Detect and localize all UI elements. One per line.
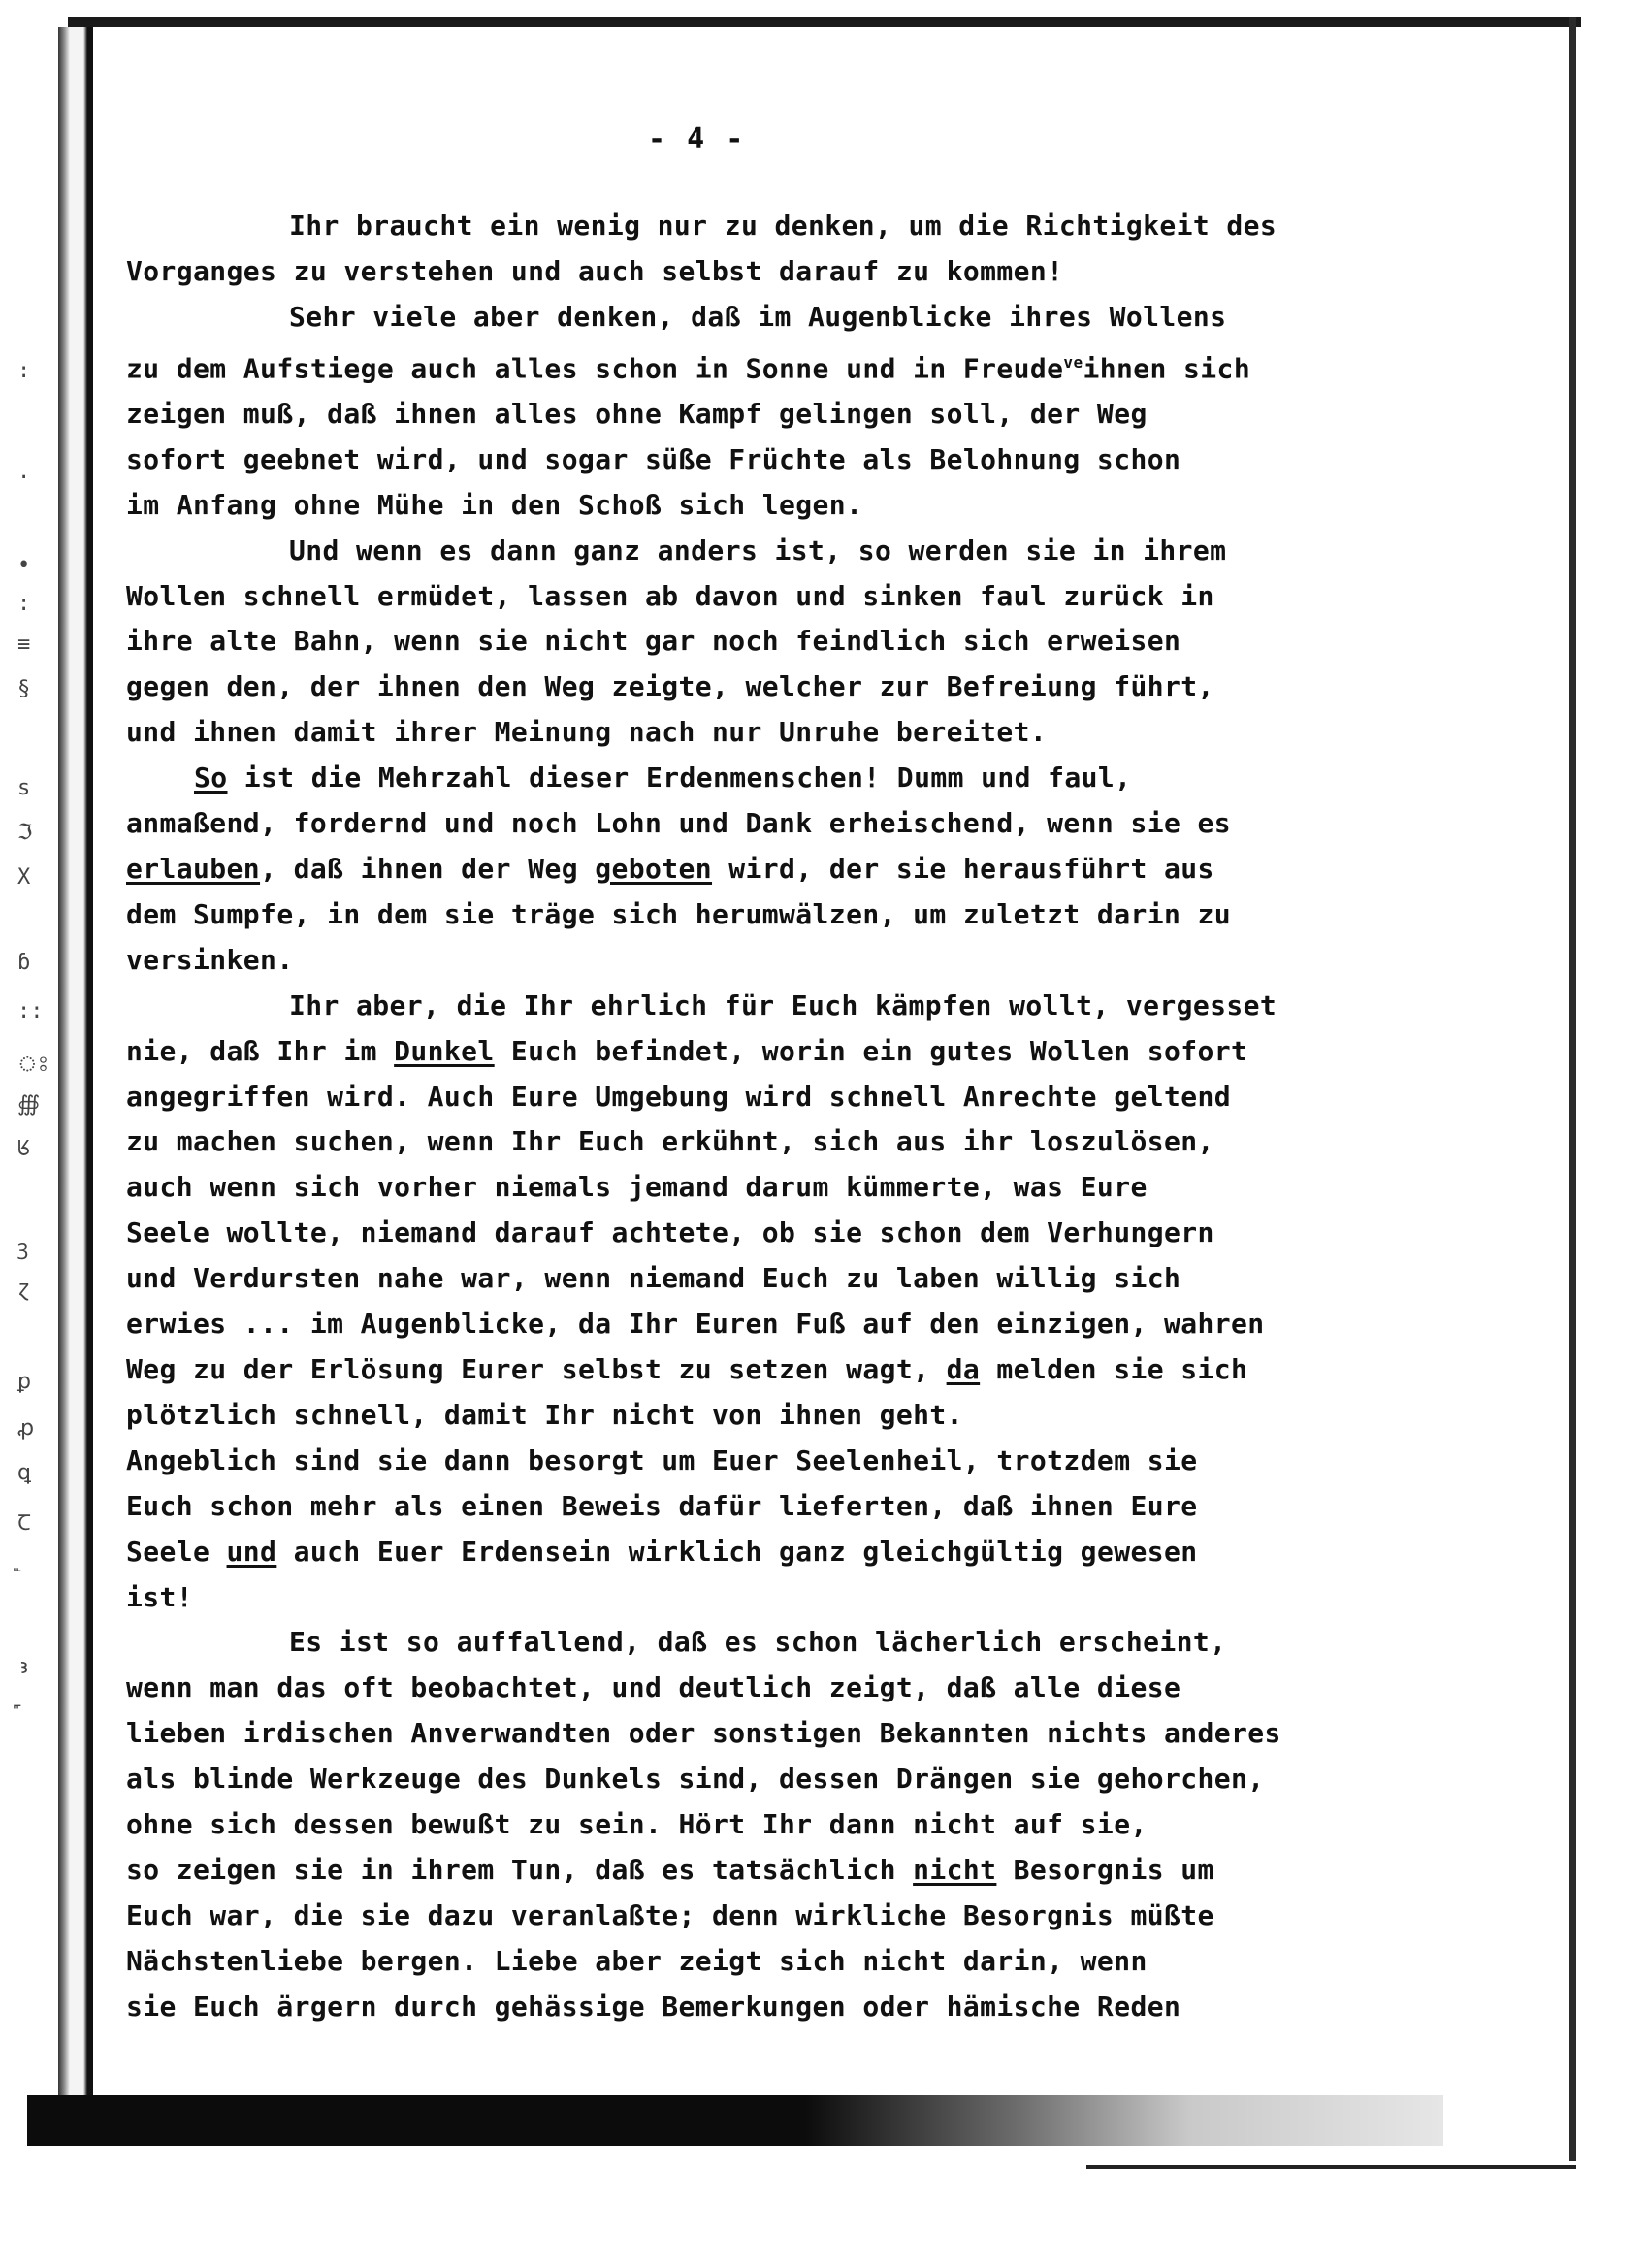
text-run: Euch befindet, worin ein gutes Wollen sofort xyxy=(494,1034,1248,1067)
text-line: sofort geebnet wird, und sogar süße Früchte als Belohnung schon xyxy=(126,442,1181,475)
underlined-word: geboten xyxy=(595,853,713,886)
text-line: plötzlich schnell, damit Ihr nicht von ihnen geht. xyxy=(126,1398,963,1431)
text-line: Wollen schnell ermüdet, lassen ab davon und sinken faul zurück in xyxy=(126,579,1214,612)
text-line: Ihr aber, die Ihr ehrlich für Euch kämpfen wollt, vergesset xyxy=(289,988,1277,1021)
text-run: auch Euer Erdensein wirklich ganz gleichgültig gewesen xyxy=(276,1535,1198,1568)
edge-mark: ꝫ xyxy=(17,1236,29,1260)
text-line: im Anfang ohne Mühe in den Schoß sich legen. xyxy=(126,488,863,521)
edge-mark: ᖉ xyxy=(17,1137,31,1161)
scan-top-border xyxy=(68,17,1581,27)
insertion-mark: ve xyxy=(1063,352,1083,372)
text-line: versinken. xyxy=(126,943,294,976)
text-line: und ihnen damit ihrer Meinung nach nur Unruhe bereitet. xyxy=(126,716,1048,749)
text-line: dem Sumpfe, in dem sie träge sich herumwälzen, um zuletzt darin zu xyxy=(126,897,1231,930)
text-line xyxy=(126,756,1445,801)
edge-mark: ꝓ xyxy=(17,1416,35,1441)
text-line: ihre alte Bahn, wenn sie nicht gar noch feindlich sich erweisen xyxy=(126,625,1181,658)
text-line xyxy=(126,1347,1445,1393)
page-number: - 4 - xyxy=(648,122,746,156)
text-run: melden sie sich xyxy=(980,1352,1248,1385)
edge-mark: X xyxy=(17,865,31,890)
edge-mark: ꜣ xyxy=(17,1655,31,1679)
text-run: , daß ihnen der Weg xyxy=(260,853,596,886)
edge-mark: ɀ xyxy=(17,1277,31,1301)
text-run: nie, daß Ihr im xyxy=(126,1034,395,1067)
scan-right-border xyxy=(1569,17,1576,2161)
edge-mark: • xyxy=(17,553,31,577)
text-line: Euch war, die sie dazu veranlaßte; denn wirkliche Besorgnis müßte xyxy=(126,1898,1214,1931)
text-line: Und wenn es dann ganz anders ist, so werden sie in ihrem xyxy=(289,534,1227,567)
edge-mark: ≡ xyxy=(17,632,31,657)
text-line: zu machen suchen, wenn Ihr Euch erkühnt, sich aus ihr loszulösen, xyxy=(126,1125,1214,1158)
text-line: erwies ... im Augenblicke, da Ihr Euren Fuß auf den einzigen, wahren xyxy=(126,1308,1265,1341)
edge-mark: § xyxy=(17,677,31,701)
text-line xyxy=(126,847,1445,892)
scan-left-binding-edge xyxy=(58,27,93,2113)
text-run: Weg zu der Erlösung Eurer selbst zu setzen wagt, xyxy=(126,1352,947,1385)
edge-mark: ꝗ xyxy=(17,1461,31,1485)
underlined-word: Dunkel xyxy=(394,1034,495,1067)
text-line: und Verdursten nahe war, wenn niemand Euch zu laben willig sich xyxy=(126,1262,1181,1295)
text-line: wenn man das oft beobachtet, und deutlich zeigt, daß alle diese xyxy=(126,1671,1181,1704)
text-line: zeigen muß, daß ihnen alles ohne Kampf gelingen soll, der Weg xyxy=(126,397,1148,430)
text-line: sie Euch ärgern durch gehässige Bemerkungen oder hämische Reden xyxy=(126,1990,1181,2023)
text-run: ist die Mehrzahl dieser Erdenmenschen! Dumm und faul, xyxy=(227,761,1132,794)
text-line: Es ist so auffallend, daß es schon lächerlich erscheint, xyxy=(289,1626,1227,1659)
edge-mark: : xyxy=(17,359,31,383)
text-line: gegen den, der ihnen den Weg zeigte, welcher zur Befreiung führt, xyxy=(126,670,1214,703)
left-margin-bleed-marks xyxy=(17,330,47,1814)
edge-mark: s xyxy=(17,776,31,800)
underlined-word: und xyxy=(226,1535,277,1568)
edge-mark: ꝑ xyxy=(17,1370,31,1394)
edge-mark: · xyxy=(17,466,31,490)
underlined-word: nicht xyxy=(913,1853,997,1886)
text-line: auch wenn sich vorher niemals jemand darum kümmerte, was Eure xyxy=(126,1171,1148,1204)
edge-mark: :: xyxy=(17,999,44,1023)
scan-bottom-border xyxy=(1086,2165,1576,2169)
text-line xyxy=(126,1029,1445,1075)
edge-mark: ঃ xyxy=(17,1053,49,1077)
text-line: Seele wollte, niemand darauf achtete, ob sie schon dem Verhungern xyxy=(126,1216,1214,1249)
text-run: wird, der sie herausführt aus xyxy=(712,853,1214,886)
edge-mark: : xyxy=(17,592,31,616)
text-line: lieben irdischen Anverwandten oder sonstigen Bekannten nichts anderes xyxy=(126,1717,1281,1750)
underlined-word: erlauben xyxy=(126,853,261,886)
text-line xyxy=(126,1848,1445,1894)
text-line: Vorganges zu verstehen und auch selbst darauf zu kommen! xyxy=(126,254,1064,287)
underlined-word: da xyxy=(946,1352,981,1385)
text-run: Besorgnis um xyxy=(996,1853,1214,1886)
text-line: Ihr braucht ein wenig nur zu denken, um die Richtigkeit des xyxy=(289,210,1277,242)
edge-mark: ∰ xyxy=(17,1092,41,1117)
text-line xyxy=(126,1530,1445,1575)
underlined-word: So xyxy=(194,761,228,794)
text-line: angegriffen wird. Auch Eure Umgebung wird schnell Anrechte geltend xyxy=(126,1080,1231,1113)
text-line: Nächstenliebe bergen. Liebe aber zeigt sich nicht darin, wenn xyxy=(126,1944,1148,1977)
text-line: Sehr viele aber denken, daß im Augenblicke ihres Wollens xyxy=(289,300,1227,333)
text-run: zu dem Aufstiege auch alles schon in Sonne und in Freude xyxy=(126,352,1064,385)
text-run: ihnen sich xyxy=(1083,352,1251,385)
text-line: Euch schon mehr als einen Beweis dafür lieferten, daß ihnen Eure xyxy=(126,1489,1198,1522)
text-line: Angeblich sind sie dann besorgt um Euer Seelenheil, trotzdem sie xyxy=(126,1443,1198,1476)
text-line: als blinde Werkzeuge des Dunkels sind, dessen Drängen sie gehorchen, xyxy=(126,1763,1265,1796)
text-line: ist! xyxy=(126,1580,194,1613)
text-line: anmaßend, fordernd und noch Lohn und Dank erheischend, wenn sie es xyxy=(126,807,1231,840)
text-run: Seele xyxy=(126,1535,227,1568)
text-run: so zeigen sie in ihrem Tun, daß es tatsächlich xyxy=(126,1853,914,1886)
text-line: ohne sich dessen bewußt zu sein. Hört Ihr dann nicht auf sie, xyxy=(126,1808,1148,1841)
edge-mark: ɓ xyxy=(17,951,31,975)
edge-mark: ℑ xyxy=(17,821,33,845)
scan-bottom-shadow xyxy=(27,2095,1443,2146)
document-body xyxy=(126,204,1445,2030)
text-line xyxy=(126,340,1445,392)
edge-mark: Ꞇ xyxy=(17,1511,31,1536)
